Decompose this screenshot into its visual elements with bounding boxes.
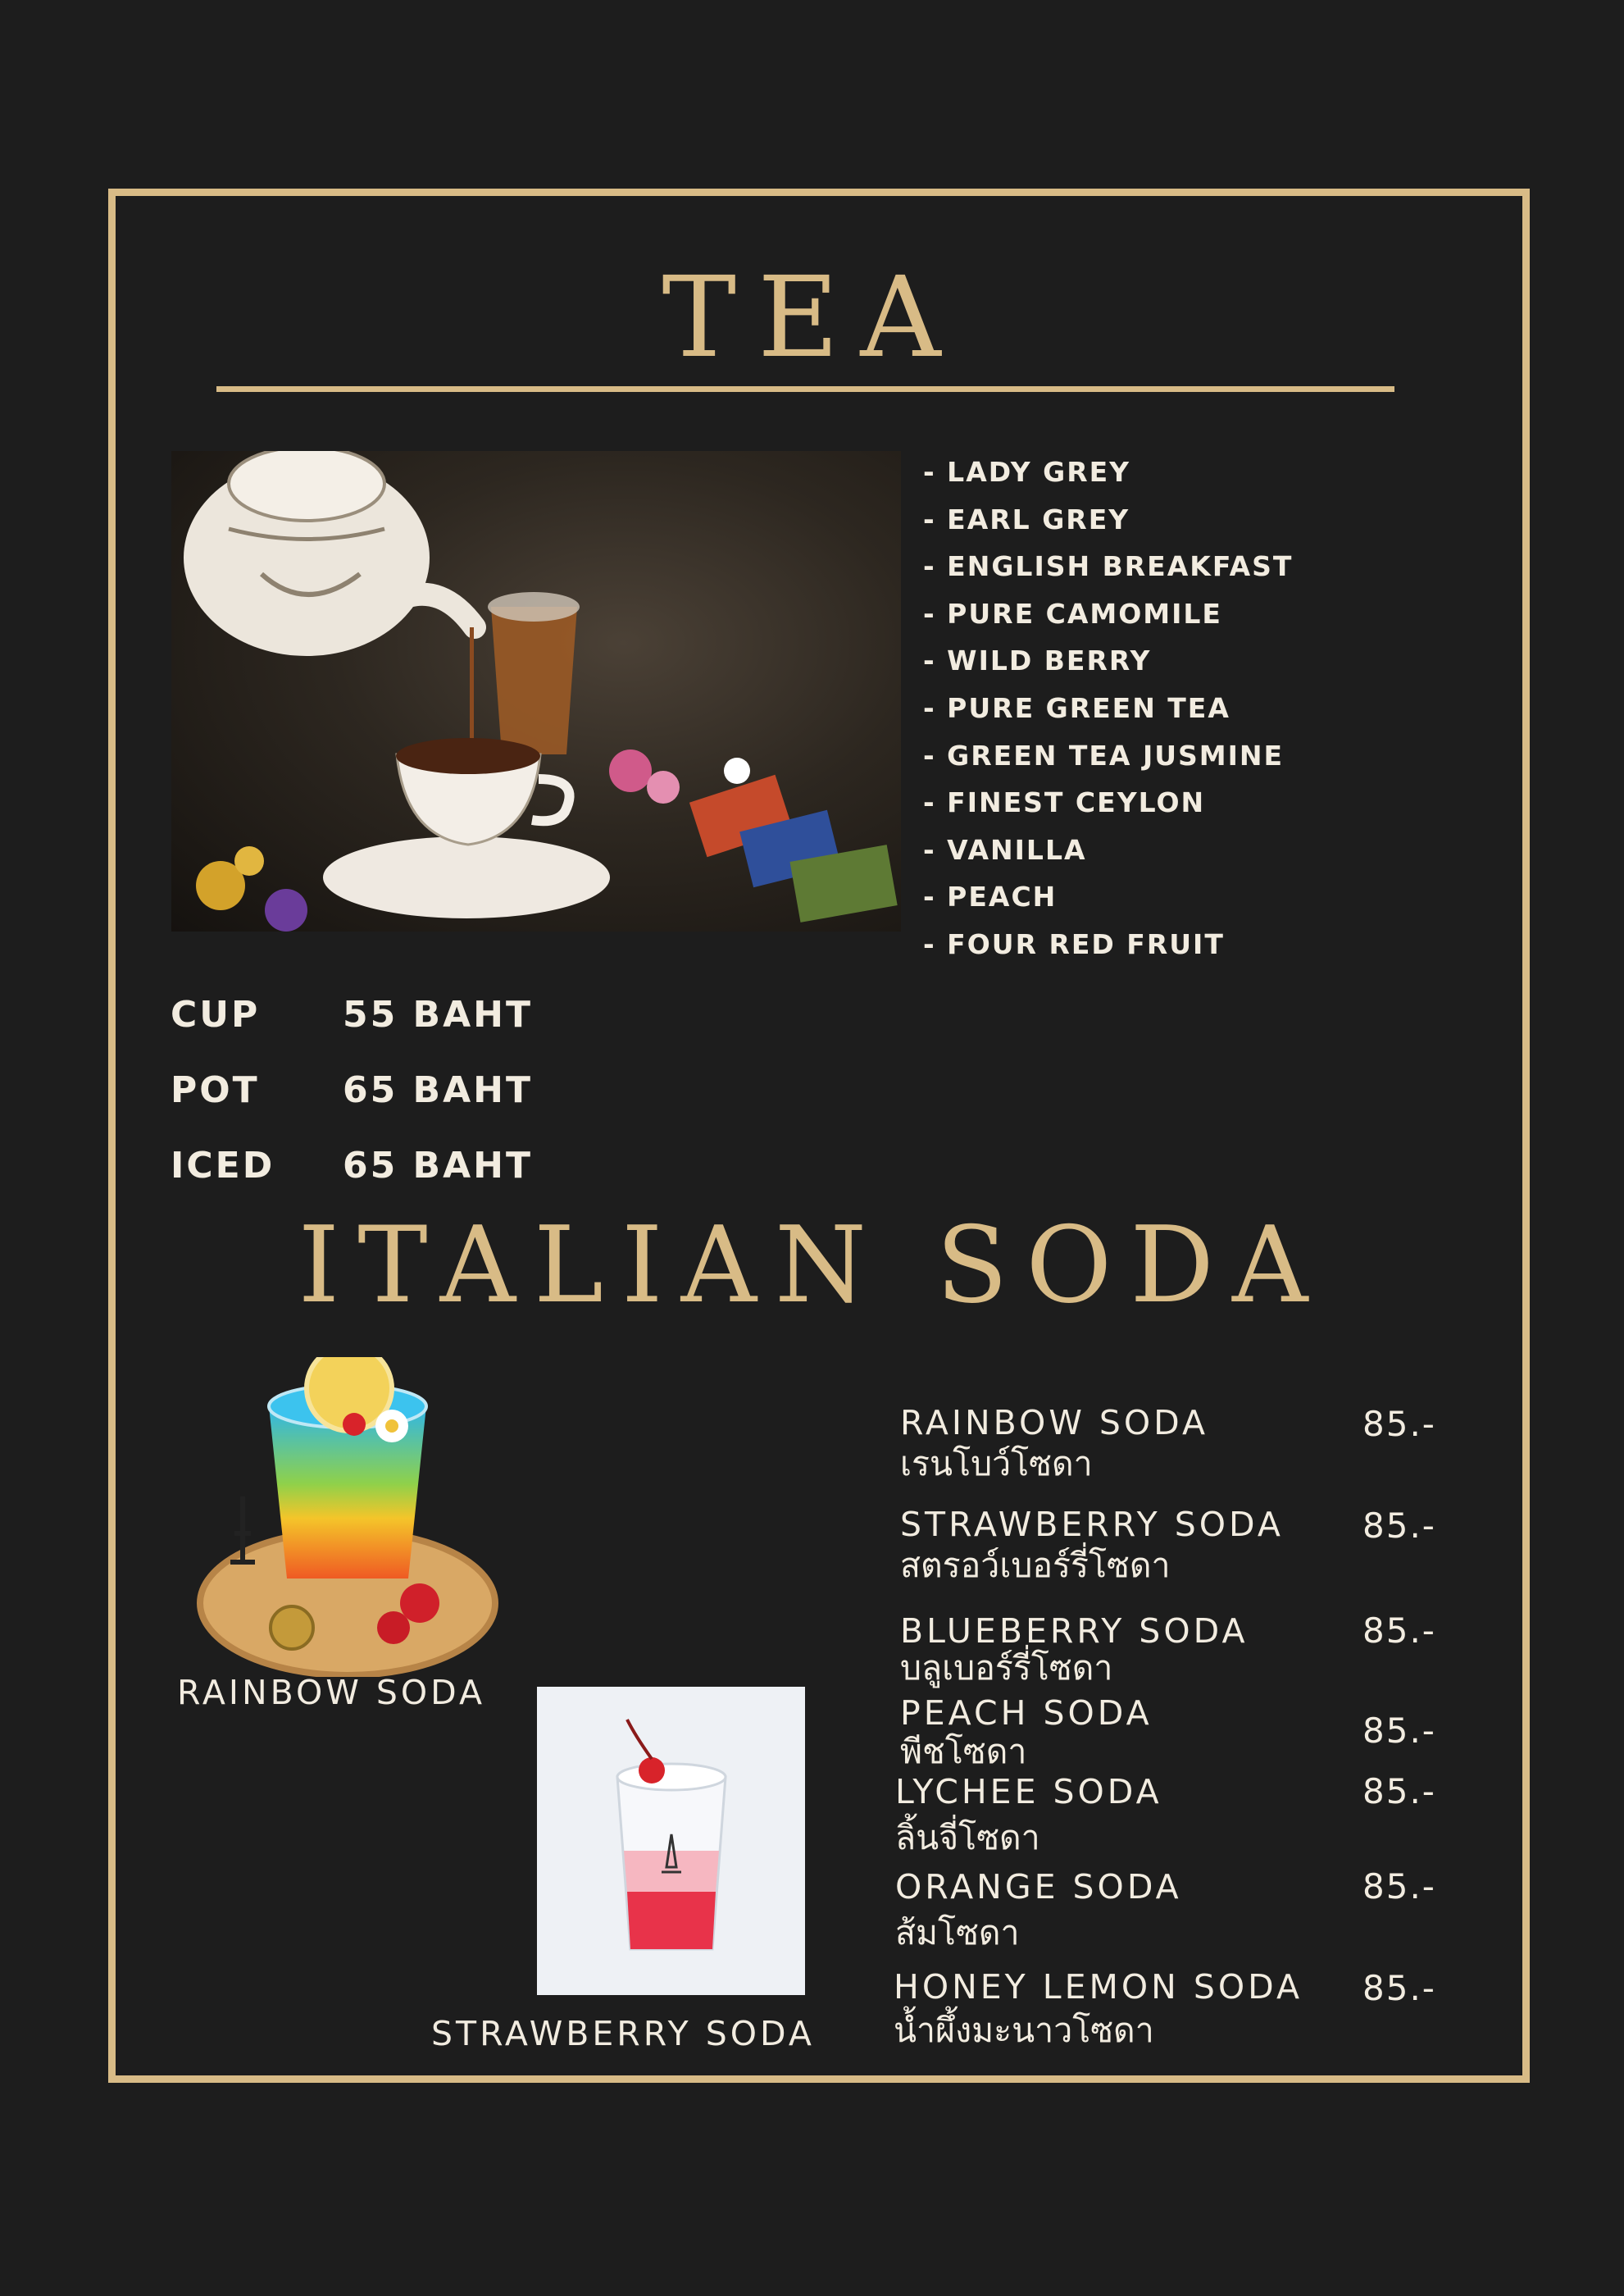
tea-variety-item: - EARL GREY [923,503,1130,535]
tea-price-label: POT [171,1069,260,1111]
soda-thai-name: ส้มโซดา [895,1913,1020,1952]
soda-name: LYCHEE SODA [895,1772,1162,1811]
italian-soda-section-title: ITALIAN SODA [298,1205,1326,1327]
soda-price: 85.- [1362,1711,1436,1751]
soda-name: RAINBOW SODA [900,1403,1209,1442]
tea-variety-item: - ENGLISH BREAKFAST [923,550,1294,583]
soda-price: 85.- [1362,1968,1436,2008]
tea-photo [171,451,901,932]
soda-name: STRAWBERRY SODA [900,1505,1284,1544]
tea-section-title: TEA [662,253,962,383]
tea-price-value: 65 BAHT [343,1145,533,1187]
soda-name: ORANGE SODA [895,1867,1182,1906]
tea-price-cup [171,994,533,1036]
tea-variety-item: - VANILLA [923,833,1087,866]
soda-thai-name: บลูเบอร์รี่โซดา [900,1648,1113,1688]
tea-price-value: 65 BAHT [343,1069,533,1111]
tea-variety-list [923,456,1293,976]
soda-thai-name: เรนโบว์โซดา [900,1444,1093,1483]
soda-price: 85.- [1362,1506,1436,1546]
tea-price-value: 55 BAHT [343,994,533,1036]
tea-price-iced [171,1145,533,1187]
rainbow-soda-caption: RAINBOW SODA [177,1673,486,1712]
soda-thai-name: พีชโซดา [900,1732,1027,1771]
tea-variety-item: - PURE GREEN TEA [923,691,1231,724]
soda-thai-name: ลิ้นจี่โซดา [895,1818,1040,1857]
tea-variety-item: - GREEN TEA JUSMINE [923,739,1285,772]
soda-name: HONEY LEMON SODA [894,1967,1303,2007]
soda-price: 85.- [1362,1404,1436,1444]
soda-name: BLUEBERRY SODA [900,1611,1249,1651]
soda-thai-name: สตรอว์เบอร์รี่โซดา [900,1546,1171,1585]
soda-price: 85.- [1362,1771,1436,1811]
tea-title-divider [216,386,1394,392]
strawberry-soda-caption: STRAWBERRY SODA [431,2014,815,2053]
tea-variety-item: - PEACH [923,881,1058,913]
tea-variety-item: - PURE CAMOMILE [923,597,1222,630]
tea-variety-item: - LADY GREY [923,456,1131,488]
tea-variety-item: - FINEST CEYLON [923,786,1206,819]
soda-price: 85.- [1362,1866,1436,1906]
rainbow-soda-photo [193,1357,507,1677]
tea-variety-item: - FOUR RED FRUIT [923,927,1225,960]
tea-price-label: ICED [171,1145,275,1187]
tea-price-pot [171,1069,533,1111]
soda-thai-name: น้ำผึ้งมะนาวโซดา [894,2011,1154,2050]
tea-price-label: CUP [171,994,261,1036]
tea-variety-item: - WILD BERRY [923,645,1152,677]
soda-name: PEACH SODA [900,1693,1153,1733]
soda-price: 85.- [1362,1610,1436,1651]
strawberry-soda-photo [537,1687,805,1995]
